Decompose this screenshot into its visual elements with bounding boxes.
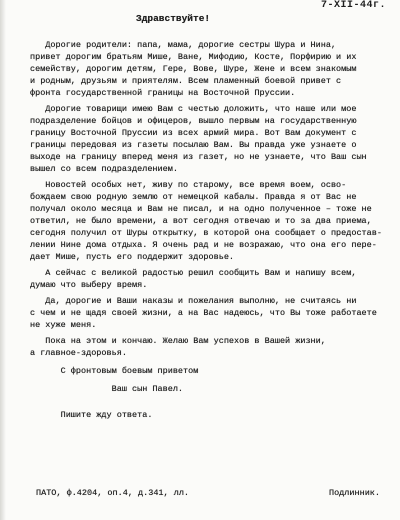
body-line: Новостей особых нет, живу по старому, все время воем, осво- [30, 180, 347, 190]
body-line: фронта государственной границы на Восточной Пруссии. [30, 88, 296, 98]
closing-greeting: С фронтовым боевым приветом [30, 366, 199, 376]
body-line: границы передовая из газеты посылаю Вам. Вы правда уже узнаете о [30, 140, 357, 150]
body-line: подразделение бойцов и офицеров, вышло первым на государственную [30, 116, 357, 126]
scan-edge-shadow [0, 0, 6, 520]
body-line: получал около месяца и Вам не писал, и на одно полученное – тоже не [30, 204, 372, 214]
body-line: А сейчас с великой радостью решил сообщить Вам и напишу всем, [30, 268, 357, 278]
body-line: думаю что выберу время. [30, 280, 148, 290]
original-stamp: Подлинник. [328, 488, 380, 498]
body-line: и родным, друзьям и приятелям. Всем пламенный боевой привет с [30, 76, 342, 86]
body-line: дает Мише, пусть его поддержит здоровье. [30, 252, 235, 262]
signature: Ваш сын Павел. [30, 384, 184, 394]
postscript: Пишите жду ответа. [30, 410, 153, 420]
body-line: бождаем свою родную землю от немецкой кабалы. Правда я от Вас не [30, 192, 357, 202]
archive-reference: ПАТО, ф.4204, оп.4, д.341, лл. [36, 488, 190, 498]
body-line: границу Восточной Пруссии из всех армий мира. Вот Вам документ с [30, 128, 357, 138]
body-line: семейству, дорогим детям, Гере, Вове, Шуре, Жене и всем знакомым [30, 64, 357, 74]
body-line: лении Нине дома отдыха. Я очень рад и не возражаю, что она его пере- [30, 240, 377, 250]
body-line: выходе на границу вперед меня из газет, но не узнаете, что Ваш сын [30, 152, 367, 162]
body-line: Да, дорогие и Ваши наказы и пожелания выполню, не считаясь ни [30, 296, 357, 306]
body-line: ответил, не было времени, а вот сегодня отвечаю и то за два приема, [30, 216, 372, 226]
body-line: вышел со всем подразделением. [30, 164, 178, 174]
body-line: с чем и не щадя своей жизни, а на Вас надеюсь, что Вы тоже работаете [30, 308, 377, 318]
body-line: сегодня получил от Шуры открытку, в которой она сообщает о предостав- [30, 228, 382, 238]
body-line: не хуже меня. [30, 320, 97, 330]
body-line: Пока на этом и кончаю. Желаю Вам успехов в Вашей жизни, [30, 336, 326, 346]
greeting: Здравствуйте! [136, 14, 211, 24]
body-line: а главное-здоровья. [30, 348, 127, 358]
body-line: привет дорогим братьям Мише, Ване, Мифодию, Косте, Порфирию и их [30, 52, 357, 62]
body-line: Дорогие товарищи имею Вам с честью доложить, что наше или мое [30, 104, 357, 114]
body-line: Дорогие родители: папа, мама, дорогие сестры Шура и Нина, [30, 40, 337, 50]
letter-date: 7-XII-44г. [320, 0, 386, 11]
